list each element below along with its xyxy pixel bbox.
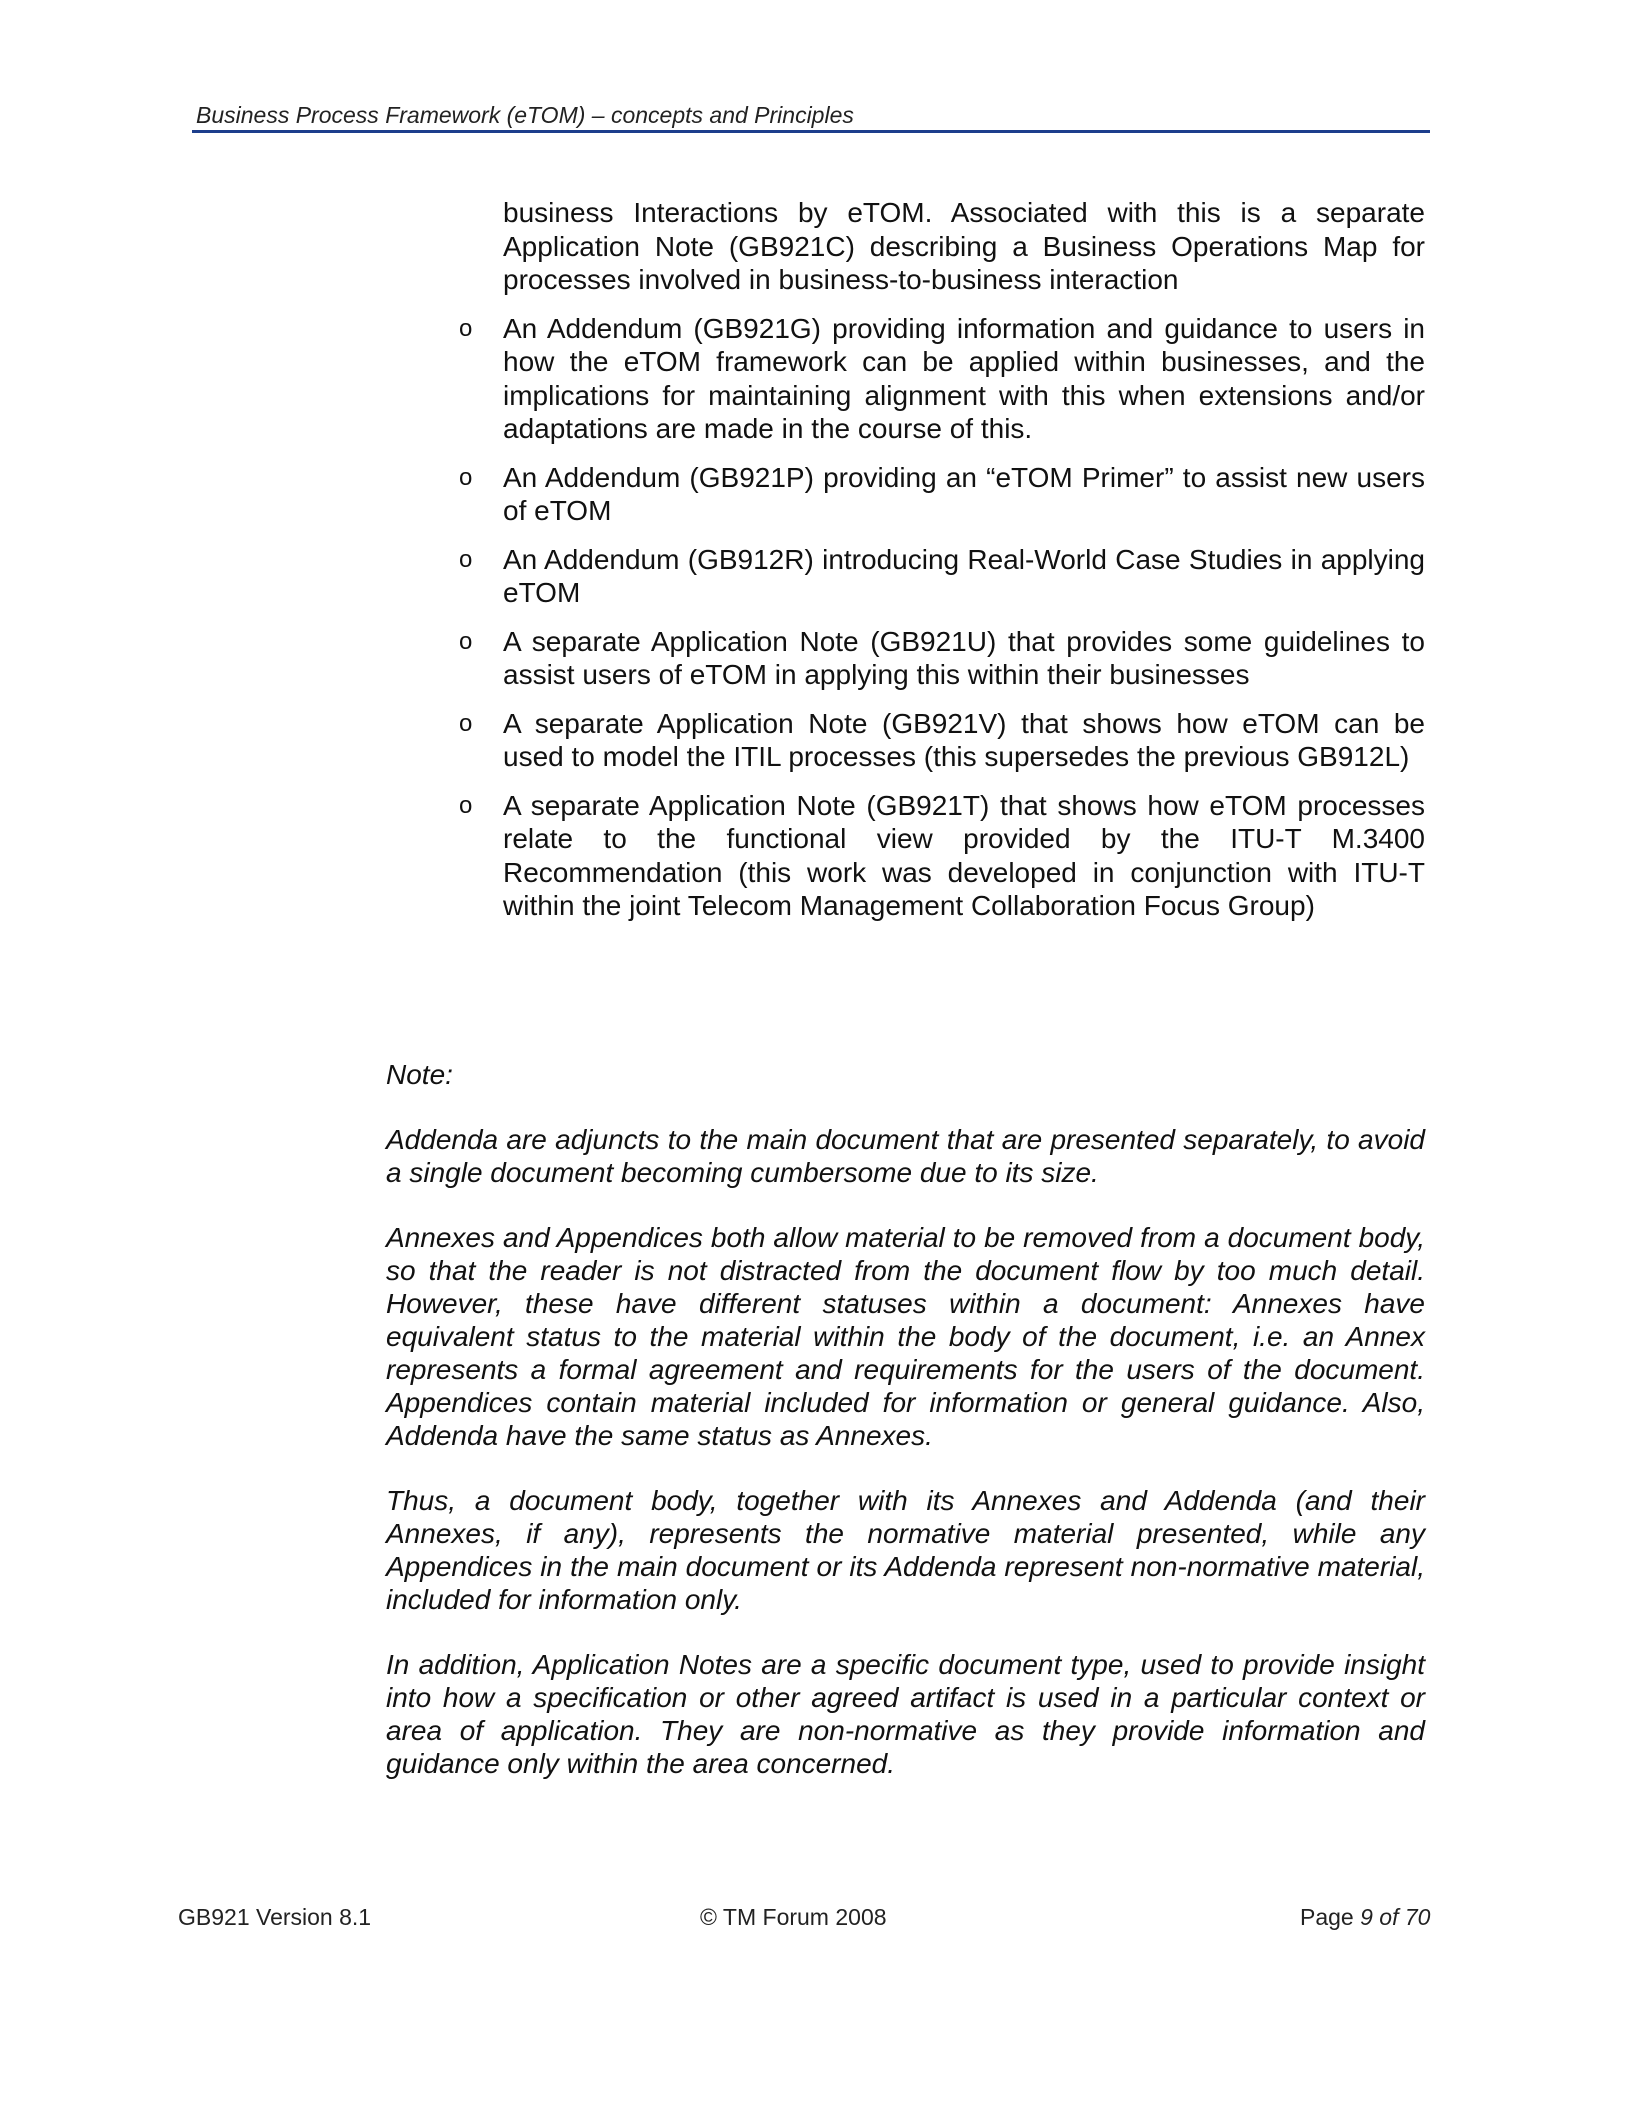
note-paragraph: In addition, Application Notes are a specific document type, used to provide insight into how a specification or other agreed artifact is used in a particular context or area of application. They are non-normative as they provide information and guidance only within the area concerned. — [386, 1649, 1425, 1779]
bullet-marker: o — [459, 791, 473, 819]
bullet-marker: o — [459, 463, 473, 491]
page-total: 70 — [1404, 1904, 1431, 1930]
bullet-list — [457, 196, 1425, 923]
list-item — [457, 707, 1425, 774]
bullet-marker: o — [459, 314, 473, 342]
list-item — [457, 543, 1425, 610]
list-item — [457, 461, 1425, 528]
page-of: of — [1372, 1904, 1405, 1930]
page-current: 9 — [1360, 1904, 1373, 1930]
list-item-text: An Addendum (GB921G) providing information and guidance to users in how the eTOM framework can be applied within businesses, and the implications for maintaining alignment with this when extensions and/or adaptations are made in the course of this. — [503, 312, 1425, 444]
list-item — [457, 625, 1425, 692]
footer-version: GB921 Version 8.1 — [178, 1904, 372, 1930]
note-section — [386, 1058, 1425, 1812]
list-item — [457, 789, 1425, 923]
note-paragraph: Annexes and Appendices both allow material to be removed from a document body, so that the reader is not distracted from the document flow by too much detail. However, these have different statuses within a document: Annexes have equivalent status to the material within the body of the document, i.e. an Annex represents a formal agreement and requirements for the users of the document. Appendices contain material included for information or general guidance. Also, Addenda have the same status as Annexes. — [386, 1222, 1425, 1451]
list-item-text: A separate Application Note (GB921V) that shows how eTOM can be used to model the ITIL processes (this supersedes the previous GB912L) — [503, 707, 1425, 772]
list-item-text: A separate Application Note (GB921T) that shows how eTOM processes relate to the functional view provided by the ITU-T M.3400 Recommendation (this work was developed in conjunction with ITU-T within the joint Telecom Management Collaboration Focus Group) — [503, 789, 1425, 921]
footer-page-number — [1300, 1904, 1430, 1931]
list-item — [457, 312, 1425, 446]
bullet-marker: o — [459, 545, 473, 573]
page-prefix: Page — [1300, 1904, 1361, 1930]
list-item-text: An Addendum (GB912R) introducing Real-World Case Studies in applying eTOM — [503, 543, 1425, 608]
note-paragraph: Thus, a document body, together with its Annexes and Addenda (and their Annexes, if any), represents the normative material presented, while any Appendices in the main document or its Addenda represent non-normative material, included for information only. — [386, 1485, 1425, 1615]
note-label: Note: — [386, 1059, 453, 1090]
header-divider — [192, 130, 1430, 133]
note-paragraph: Addenda are adjuncts to the main document that are presented separately, to avoid a single document becoming cumbersome due to its size. — [386, 1124, 1425, 1188]
list-item-text: An Addendum (GB921P) providing an “eTOM Primer” to assist new users of eTOM — [503, 461, 1425, 526]
page-header-title: Business Process Framework (eTOM) – concepts and Principles — [196, 102, 854, 128]
bullet-marker: o — [459, 627, 473, 655]
bullet-marker: o — [459, 709, 473, 737]
list-item-text: A separate Application Note (GB921U) that provides some guidelines to assist users of eTOM in applying this within their businesses — [503, 625, 1425, 690]
continuation-paragraph: business Interactions by eTOM. Associated with this is a separate Application Note (GB921C) describing a Business Operations Map for processes involved in business-to-business interaction — [503, 197, 1425, 295]
footer-copyright: © TM Forum 2008 — [700, 1904, 887, 1930]
